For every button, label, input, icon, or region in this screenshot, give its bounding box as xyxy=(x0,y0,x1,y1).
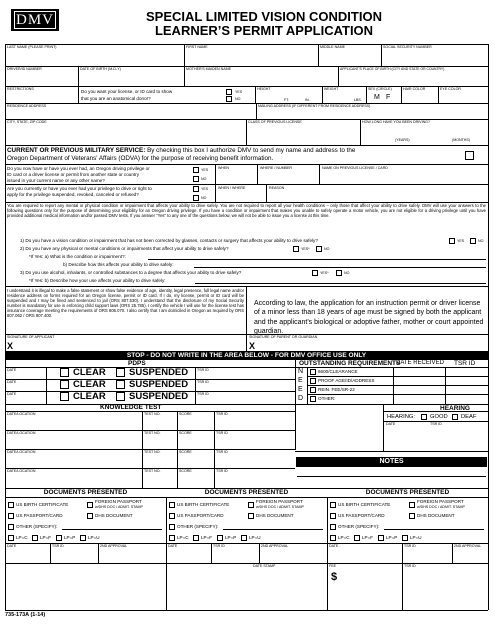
residence-label: RESIDENCE ADDRESS xyxy=(7,104,47,108)
donor-yes-label: YES xyxy=(235,90,243,94)
docs2-us-passport-label: US PASSPORT/CARD xyxy=(177,513,224,518)
hearing-good-checkbox[interactable] xyxy=(421,414,427,420)
medical-q3a: *If Yes: b) Describe how your use affects your ability to drive safely: xyxy=(29,278,166,283)
docs2-dhs-checkbox[interactable] xyxy=(248,513,254,519)
req-rein-label: REIN. FEE/SR-22 xyxy=(318,387,355,392)
docs2-us-passport-checkbox[interactable] xyxy=(169,513,175,519)
date-stamp-label: DATE STAMP xyxy=(253,564,276,568)
docs-heading-3: DOCUMENTS PRESENTED xyxy=(365,489,450,496)
kt-test-no-label-2: TEST NO. xyxy=(144,431,161,435)
medical-intro: You are required to report any mental or physical condition or impairment that affects your ability to drive safely. You are not required to report all your health conditions – only those that affect your ability to drive safely. DMV will use your answers to the following questions only for the purpose of determining your eligibility for an Oregon driving privilege. If you have a condition or impairment that makes you unable to safely operate a motor vehicle, you are not eligible for a driving privilege until you have provided additional medical information and/or passed DMV tests. If you answer "Yes" to any one of the questions below, we will not be able to issue you a license at this time. xyxy=(7,203,486,218)
approval1-tsr-label: TSR ID xyxy=(52,544,64,548)
outstanding-tsr-heading: TSR ID xyxy=(454,360,476,367)
first-name-field[interactable] xyxy=(185,50,317,65)
eye-color-label: EYE COLOR xyxy=(440,87,461,91)
docs3-us-passport-checkbox[interactable] xyxy=(330,513,336,519)
approval3-tsr-label: TSR ID xyxy=(404,544,416,548)
kt-score-label-2: SCORE xyxy=(179,431,192,435)
req-proof-label: PROOF AGE/ID/ADDRESS xyxy=(318,378,375,383)
height-in-label: IN. xyxy=(305,98,310,102)
residence-field[interactable] xyxy=(6,109,255,119)
sig-parent-x: X xyxy=(249,341,256,351)
docs2-other-checkbox[interactable] xyxy=(169,524,175,530)
history-reason-label: REASON xyxy=(269,186,285,190)
docs2-dhs-label: DHS DOCUMENT xyxy=(256,513,294,518)
first-name-label: FIRST NAME xyxy=(186,45,208,49)
pdps-suspended-label-1: SUSPENDED xyxy=(129,367,189,378)
weight-lbs-label: LBS. xyxy=(354,98,362,102)
need-letter-e2: E xyxy=(298,386,303,393)
pdps-heading: PDPS xyxy=(128,360,146,367)
approval2-second-label: 2ND APPROVAL xyxy=(261,544,289,548)
height-ft-label: FT. xyxy=(284,98,289,102)
kt-date-location-label-3: DATE/LOCATION xyxy=(7,450,36,454)
kt-date-location-label-4: DATE/LOCATION xyxy=(7,469,36,473)
dmv-logo-text: DMV xyxy=(15,12,54,28)
docs3-foreign-checkbox[interactable] xyxy=(409,502,415,508)
hair-color-label: HAIR COLOR xyxy=(403,87,426,91)
docs3-us-birth-checkbox[interactable] xyxy=(330,502,336,508)
approval1-second-label: 2ND APPROVAL xyxy=(100,544,128,548)
history-q2-no-checkbox[interactable] xyxy=(193,195,199,201)
history-q1-yes-checkbox[interactable] xyxy=(193,167,199,173)
history-name-prev-label: NAME ON PREVIOUS LICENSE / CARD xyxy=(322,166,388,170)
docs3-lpc-checkbox[interactable] xyxy=(330,535,336,541)
donor-yes-checkbox[interactable] xyxy=(226,89,232,95)
history-q1-line3: issued in your current name or any other name? xyxy=(7,178,105,183)
hearing-date-label: DATE xyxy=(386,422,396,426)
req-rein-checkbox[interactable] xyxy=(310,387,316,393)
docs2-lpf-label: LP=F xyxy=(201,535,213,540)
medical-q2b: b) Describe how this affects your ability to drive safely: xyxy=(63,262,174,267)
pdps-clear-label-1: CLEAR xyxy=(73,367,106,378)
fee-tsr-label: TSR ID xyxy=(404,564,416,568)
req-other-label: OTHER: xyxy=(318,396,336,401)
docs2-lpf-checkbox[interactable] xyxy=(193,535,199,541)
city-label: CITY, STATE, ZIP CODE xyxy=(7,120,47,124)
docs2-foreign-sub-label: w/DHS DOC / ADMIT. STAMP xyxy=(256,505,304,509)
docs1-lpf-checkbox[interactable] xyxy=(32,535,38,541)
docs1-lpu-checkbox[interactable] xyxy=(80,535,86,541)
hearing-good-label: GOOD xyxy=(430,414,448,420)
docs2-lpp-checkbox[interactable] xyxy=(217,535,223,541)
docs3-lpf-label: LP=F xyxy=(362,535,374,540)
pdps-tsr-label-1: TSR ID xyxy=(197,368,209,372)
history-q2-no-label: NO xyxy=(201,196,207,200)
history-q1-yes-label: YES xyxy=(201,168,209,172)
approval2-date-label: DATE xyxy=(168,544,178,548)
docs3-other-checkbox[interactable] xyxy=(330,524,336,530)
need-letter-d: D xyxy=(298,395,304,402)
history-q2-yes-label: YES xyxy=(201,187,209,191)
knowledge-test-heading: KNOWLEDGE TEST xyxy=(100,404,162,411)
docs1-dhs-label: DHS DOCUMENT xyxy=(95,513,133,518)
pdps-suspended-checkbox-3[interactable] xyxy=(116,392,125,401)
docs1-lpu-label: LP=U xyxy=(88,535,100,540)
docs3-lpp-label: LP=P xyxy=(386,535,398,540)
docs1-lpc-label: LP=C xyxy=(16,535,28,540)
mailing-label: MAILING ADDRESS (IF DIFFERENT FROM RESIDENCE ADDRESS) xyxy=(258,104,371,108)
last-name-field[interactable] xyxy=(6,50,183,65)
medical-q1-yes-label: YES xyxy=(457,239,465,243)
docs2-us-birth-label: US BIRTH CERTIFICATE xyxy=(177,502,230,507)
pdps-suspended-label-3: SUSPENDED xyxy=(129,391,189,402)
req-proof-checkbox[interactable] xyxy=(310,378,316,384)
pdps-tsr-label-3: TSR ID xyxy=(197,392,209,396)
pdps-clear-checkbox-2[interactable] xyxy=(60,380,69,389)
docs1-other-checkbox[interactable] xyxy=(8,524,14,530)
medical-q2-no-label: NO xyxy=(324,247,330,251)
medical-q1: 1) Do you have a vision condition or impairment that has not been corrected by glasses, contacts or surgery that affects your ability to drive safely? xyxy=(20,238,318,243)
pdps-clear-label-2: CLEAR xyxy=(73,379,106,390)
need-letter-n: N xyxy=(298,368,304,375)
docs1-lpc-checkbox[interactable] xyxy=(8,535,14,541)
pdps-suspended-checkbox-2[interactable] xyxy=(116,380,125,389)
docs1-foreign-checkbox[interactable] xyxy=(87,502,93,508)
docs1-us-birth-label: US BIRTH CERTIFICATE xyxy=(16,502,69,507)
birthplace-label: APPLICANT'S PLACE OF BIRTH (CITY AND STATE OR COUNTRY) xyxy=(340,67,445,71)
history-q1-line2: ID card or a driver license or permit from another state or country xyxy=(7,172,139,177)
height-label: HEIGHT xyxy=(257,87,271,91)
medical-q3-yes-label: YES* xyxy=(320,271,329,275)
mailing-field[interactable] xyxy=(257,109,487,119)
military-text-line1 xyxy=(7,147,355,154)
anatomical-question-line2: that you are an anatomical donor? xyxy=(81,96,151,101)
history-q2-line2: apply for the privilege suspended, revoked, canceled or refused? xyxy=(7,192,139,197)
medical-q1-no-label: NO xyxy=(478,239,484,243)
docs2-us-birth-checkbox[interactable] xyxy=(169,502,175,508)
medical-q3-yes-checkbox[interactable] xyxy=(312,270,318,276)
birthplace-field[interactable] xyxy=(339,72,487,85)
kt-date-location-label-2: DATE/LOCATION xyxy=(7,431,36,435)
outstanding-heading: OUTSTANDING REQUIREMENTS xyxy=(299,360,401,367)
hearing-deaf-label: DEAF xyxy=(461,414,477,420)
kt-test-no-label-1: TEST NO. xyxy=(144,412,161,416)
docs3-us-passport-label: US PASSPORT/CARD xyxy=(338,513,385,518)
form-title-line2: LEARNER’S PERMIT APPLICATION xyxy=(154,23,374,38)
sex-label: SEX (CIRCLE) xyxy=(368,87,392,91)
military-checkbox[interactable] xyxy=(465,151,474,160)
pdps-suspended-label-2: SUSPENDED xyxy=(129,379,189,390)
approval3-date-label: DATE xyxy=(329,544,339,548)
form-number: 735-173A (1-14) xyxy=(5,612,46,618)
hearing-deaf-checkbox[interactable] xyxy=(452,414,458,420)
docs2-foreign-checkbox[interactable] xyxy=(248,502,254,508)
sig-applicant-x: X xyxy=(7,341,14,351)
docs1-other-label: OTHER (SPECIFY): xyxy=(16,524,58,529)
military-text: By checking this box I authorize DMV to send my name and address to the xyxy=(145,147,356,154)
certification-text: I understand it is illegal to make a false statement or show false evidence of age, identity, legal presence, full legal name and/or residence address on forms required for an Oregon license, permit or ID card. If I do, my license, permit or ID card will be suspended and I may be fined and sentenced to jail (ORS 807.530). I understand that the disclosure of my Social Security number is mandatory for use in enforcing child support laws (ORS 25.785). I certify the vehicle I will use for the license test has insurance coverage meeting the requirements of ORS 806.070. I also certify that I am domiciled in Oregon as required by ORS 807.062 / ORS 807.400. xyxy=(7,288,244,318)
sig-parent-field[interactable] xyxy=(258,340,486,351)
last-name-label: LAST NAME (PLEASE PRINT) xyxy=(7,45,57,49)
docs1-dhs-checkbox[interactable] xyxy=(87,513,93,519)
kt-score-label-3: SCORE xyxy=(179,450,192,454)
docs1-us-passport-checkbox[interactable] xyxy=(8,513,14,519)
medical-q2-no-checkbox[interactable] xyxy=(316,246,322,252)
donor-no-checkbox[interactable] xyxy=(226,96,232,102)
date-received-heading: DATE RECEIVED xyxy=(396,360,444,366)
history-q1-no-label: NO xyxy=(201,177,207,181)
hearing-heading: HEARING xyxy=(440,405,470,412)
docs2-lpc-checkbox[interactable] xyxy=(169,535,175,541)
city-field[interactable] xyxy=(6,125,245,144)
history-q2-line1: Are you currently or have you ever had your privilege to drive or right to xyxy=(7,186,152,191)
medical-q1-no-checkbox[interactable] xyxy=(470,238,476,244)
docs-heading-1: DOCUMENTS PRESENTED xyxy=(43,489,128,496)
kt-tsr-label-4: TSR ID xyxy=(216,469,228,473)
mothers-maiden-field[interactable] xyxy=(185,72,337,85)
pdps-date-label-2: DATE xyxy=(7,380,17,384)
docs-heading-2: DOCUMENTS PRESENTED xyxy=(204,489,289,496)
donor-no-label: NO xyxy=(235,97,241,101)
approval3-second-label: 2ND APPROVAL xyxy=(454,544,482,548)
pdps-suspended-checkbox-1[interactable] xyxy=(116,368,125,377)
how-long-label: HOW LONG HAVE YOU BEEN DRIVING? xyxy=(362,120,430,124)
kt-score-label-4: SCORE xyxy=(179,469,192,473)
docs3-lpc-label: LP=C xyxy=(338,535,350,540)
docs3-lpf-checkbox[interactable] xyxy=(354,535,360,541)
form-title-line1: SPECIAL LIMITED VISION CONDITION xyxy=(146,9,382,24)
history-when-where-label: WHEN / WHERE xyxy=(218,186,246,190)
kt-test-no-label-4: TEST NO. xyxy=(144,469,161,473)
approval1-date-label: DATE xyxy=(7,544,17,548)
middle-name-field[interactable] xyxy=(319,50,380,65)
medical-q2a: *If Yes: a) What is the condition or impairment?: xyxy=(29,254,126,259)
kt-date-location-label-1: DATE/LOCATION xyxy=(7,412,36,416)
ssn-label: SOCIAL SECURITY NUMBER xyxy=(383,45,432,49)
mothers-maiden-label: MOTHER'S MAIDEN NAME xyxy=(186,67,232,71)
sig-applicant-field[interactable] xyxy=(16,340,244,351)
anatomical-question-line1: Do you want your license, or ID card to show xyxy=(81,89,173,94)
months-label: (MONTHS) xyxy=(452,138,470,142)
docs2-lpc-label: LP=C xyxy=(177,535,189,540)
docs3-foreign-sub-label: w/DHS DOC / ADMIT. STAMP xyxy=(417,505,465,509)
notes-banner: NOTES xyxy=(296,457,487,467)
pdps-clear-checkbox-1[interactable] xyxy=(60,368,69,377)
fee-field[interactable] xyxy=(339,570,399,584)
pdps-clear-checkbox-3[interactable] xyxy=(60,392,69,401)
docs2-foreign-label: FOREIGN PASSPORT xyxy=(256,499,303,504)
history-q1-no-checkbox[interactable] xyxy=(193,176,199,182)
docs2-lpu-checkbox[interactable] xyxy=(241,535,247,541)
sex-f-option[interactable]: F xyxy=(386,94,391,101)
docs1-us-birth-checkbox[interactable] xyxy=(8,502,14,508)
years-label: (YEARS) xyxy=(395,138,410,142)
dob-field[interactable] xyxy=(79,72,183,85)
military-text-line2: Oregon Department of Veterans' Affairs (ODVA) for the purpose of receiving benefit information. xyxy=(7,155,274,162)
restrictions-label: RESTRICTIONS xyxy=(7,87,34,91)
fee-dollar-sign: $ xyxy=(331,571,338,583)
medical-q3: 3) Do you use alcohol, inhalants, or controlled substances to a degree that affects your ability to drive safely? xyxy=(20,270,242,275)
middle-name-label: MIDDLE NAME xyxy=(320,45,345,49)
docs3-foreign-label: FOREIGN PASSPORT xyxy=(417,499,464,504)
pdps-date-label-3: DATE xyxy=(7,392,17,396)
docs2-lpp-label: LP=P xyxy=(225,535,237,540)
approval2-tsr-label: TSR ID xyxy=(213,544,225,548)
docs3-dhs-checkbox[interactable] xyxy=(409,513,415,519)
fee-label: FEE xyxy=(329,564,336,568)
pdps-clear-label-3: CLEAR xyxy=(73,391,106,402)
history-where-number-label: WHERE / NUMBER xyxy=(260,166,292,170)
class-license-label: CLASS OF PREVIOUS LICENSE xyxy=(248,120,302,124)
pdps-tsr-label-2: TSR ID xyxy=(197,380,209,384)
history-q2-yes-checkbox[interactable] xyxy=(193,186,199,192)
history-q1-line1: Do you now have or have you ever had, an Oregon driving privilege or xyxy=(7,166,150,171)
docs3-dhs-label: DHS DOCUMENT xyxy=(417,513,455,518)
history-when-label: WHEN xyxy=(218,166,229,170)
driver-id-field[interactable] xyxy=(6,72,77,85)
kt-tsr-label-3: TSR ID xyxy=(216,450,228,454)
hearing-tsr-label: TSR ID xyxy=(430,422,442,426)
medical-q2-yes-checkbox[interactable] xyxy=(293,246,299,252)
minor-notice: According to law, the application for an instruction permit or driver license of a minor less than 18 years of age must be signed by both the applicant and the applicant's biological or adoptive father, mother or court appointed guardian. xyxy=(254,300,484,335)
driver-id-label: DRIVER/ID NUMBER xyxy=(7,67,42,71)
docs1-lpp-label: LP=P xyxy=(64,535,76,540)
docs1-us-passport-label: US PASSPORT/CARD xyxy=(16,513,63,518)
docs3-lpp-checkbox[interactable] xyxy=(378,535,384,541)
medical-q2: 2) Do you have any physical or mental conditions or impairments that affect your ability to drive safely? xyxy=(20,246,229,251)
medical-q3-no-checkbox[interactable] xyxy=(336,270,342,276)
office-use-banner: STOP - DO NOT WRITE IN THE AREA BELOW - FOR DMV OFFICE USE ONLY xyxy=(5,351,488,360)
docs1-foreign-sub-label: w/DHS DOC / ADMIT. STAMP xyxy=(95,505,143,509)
need-letter-e1: E xyxy=(298,377,303,384)
docs2-other-label: OTHER (SPECIFY): xyxy=(177,524,219,529)
pdps-date-label-1: DATE xyxy=(7,368,17,372)
req-other-checkbox[interactable] xyxy=(310,396,316,402)
docs2-lpu-label: LP=U xyxy=(249,535,261,540)
req-clearance-checkbox[interactable] xyxy=(310,369,316,375)
kt-score-label-1: SCORE xyxy=(179,412,192,416)
kt-tsr-label-2: TSR ID xyxy=(216,431,228,435)
medical-q1-yes-checkbox[interactable] xyxy=(449,238,455,244)
docs3-other-label: OTHER (SPECIFY): xyxy=(338,524,380,529)
sex-m-option[interactable]: M xyxy=(374,94,380,101)
docs1-lpf-label: LP=F xyxy=(40,535,52,540)
medical-q3-no-label: NO xyxy=(344,271,350,275)
docs1-lpp-checkbox[interactable] xyxy=(56,535,62,541)
military-lead: CURRENT OR PREVIOUS MILITARY SERVICE: xyxy=(7,147,146,154)
dob-label: DATE OF BIRTH (M-D-Y) xyxy=(80,67,121,71)
ssn-field[interactable] xyxy=(382,50,487,65)
sig-applicant-label: SIGNATURE OF APPLICANT xyxy=(7,335,55,339)
docs3-us-birth-label: US BIRTH CERTIFICATE xyxy=(338,502,391,507)
kt-test-no-label-3: TEST NO. xyxy=(144,450,161,454)
docs3-lpu-checkbox[interactable] xyxy=(402,535,408,541)
docs1-foreign-label: FOREIGN PASSPORT xyxy=(95,499,142,504)
medical-q2-yes-label: YES* xyxy=(301,247,310,251)
kt-tsr-label-1: TSR ID xyxy=(216,412,228,416)
weight-label: WEIGHT xyxy=(324,87,339,91)
req-clearance-label: 6600/CLEARANCE xyxy=(318,369,358,374)
docs3-lpu-label: LP=U xyxy=(410,535,422,540)
hearing-label: HEARING: xyxy=(387,414,416,420)
sig-parent-label: SIGNATURE OF PARENT OR GUARDIAN xyxy=(249,335,318,339)
